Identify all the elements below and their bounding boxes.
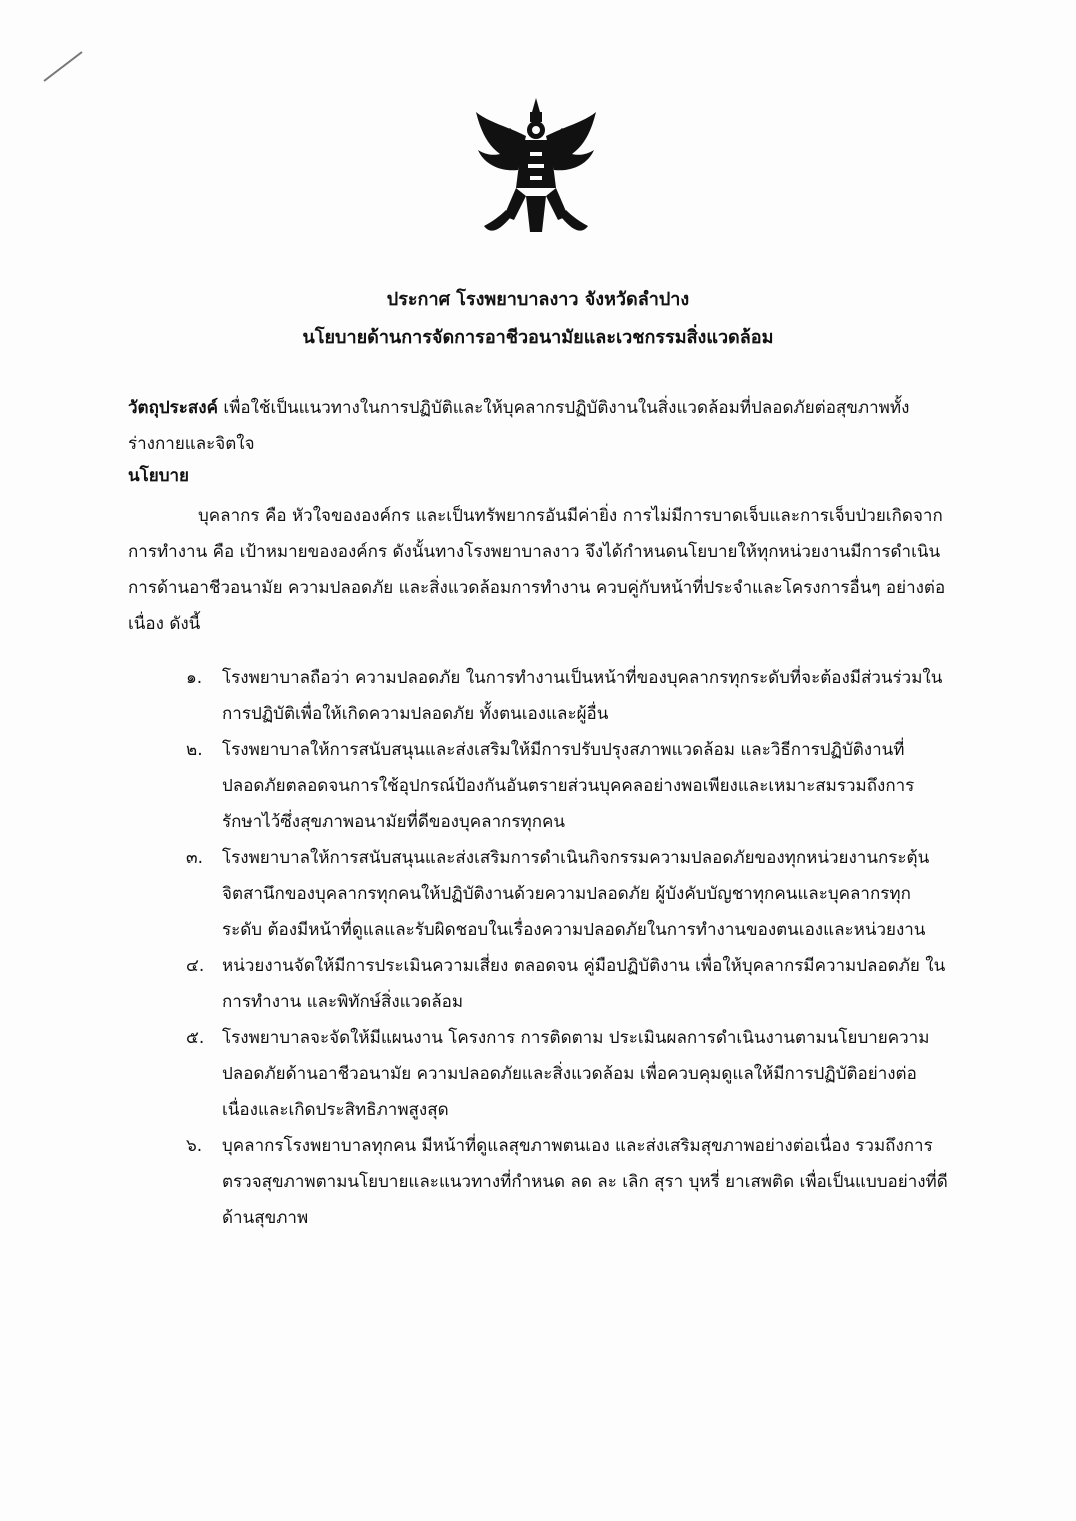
- policy-item: [186, 732, 950, 840]
- objective-text: เพื่อใช้เป็นแนวทางในการปฏิบัติและให้บุคลากรปฏิบัติงานในสิ่งแวดล้อมที่ปลอดภัยต่อสุขภาพทั้งร่างกายและจิตใจ: [128, 398, 910, 454]
- policy-item-number: ๔.: [186, 956, 205, 976]
- policy-item-number: ๑.: [186, 668, 203, 688]
- policy-item: [186, 1128, 950, 1236]
- policy-item-list: [186, 660, 950, 1236]
- policy-item-number: ๕.: [186, 1028, 205, 1048]
- policy-item: [186, 1020, 950, 1128]
- policy-item: [186, 948, 950, 1020]
- policy-item-text: หน่วยงานจัดให้มีการประเมินความเสี่ยง ตลอดจน คู่มือปฏิบัติงาน เพื่อให้บุคลากรมีความปลอดภัย ในการทำงาน และพิทักษ์สิ่งแวดล้อม: [222, 956, 946, 1012]
- pen-stroke-mark: [40, 48, 86, 84]
- objective-paragraph: [128, 390, 950, 462]
- policy-item-number: ๒.: [186, 740, 203, 760]
- policy-section-title: นโยบาย: [128, 466, 190, 486]
- policy-item-number: ๖.: [186, 1136, 203, 1156]
- announcement-title: ประกาศ โรงพยาบาลงาว จังหวัดลำปาง: [386, 289, 690, 310]
- policy-item: [186, 840, 950, 948]
- policy-item-number: ๓.: [186, 848, 204, 868]
- policy-item-text: โรงพยาบาลถือว่า ความปลอดภัย ในการทำงานเป็นหน้าที่ของบุคลากรทุกระดับที่จะต้องมีส่วนร่วมในการปฏิบัติเพื่อให้เกิดความปลอดภัย ทั้งตนเองและผู้อื่น: [222, 668, 943, 724]
- policy-item-text: โรงพยาบาลให้การสนับสนุนและส่งเสริมให้มีการปรับปรุงสภาพแวดล้อม และวิธีการปฏิบัติงานที่ปลอดภัยตลอดจนการใช้อุปกรณ์ป้องกันอันตรายส่วนบุคคลอย่างพอเพียงและเหมาะสมรวมถึงการรักษาไว้ซึ่งสุขภาพอนามัยที่ดีของบุคลากรทุกคน: [222, 740, 915, 832]
- policy-item-text: โรงพยาบาลให้การสนับสนุนและส่งเสริมการดำเนินกิจกรรมความปลอดภัยของทุกหน่วยงานกระตุ้นจิตสานึกของบุคลากรทุกคนให้ปฏิบัติงานด้วยความปลอดภัย ผู้บังคับบัญชาทุกคนและบุคลากรทุกระดับ ต้องมีหน้าที่ดูแลและรับผิดชอบในเรื่องความปลอดภัยในการทำงานของตนเองและหน่วยงาน: [222, 848, 930, 940]
- policy-intro-paragraph: บุคลากร คือ หัวใจขององค์กร และเป็นทรัพยากรอันมีค่ายิ่ง การไม่มีการบาดเจ็บและการเจ็บป่วยเกิดจากการทำงาน คือ เป้าหมายขององค์กร ดังนั้นทางโรงพยาบาลงาว จึงได้กำหนดนโยบายให้ทุกหน่วยงานมีการดำเนินการด้านอาชีวอนามัย ความปลอดภัย และสิ่งแวดล้อมการทำงาน ควบคู่กับหน้าที่ประจำและโครงการอื่นๆ อย่างต่อเนื่อง ดังนี้: [128, 506, 946, 634]
- policy-subject-title: นโยบายด้านการจัดการอาชีวอนามัยและเวชกรรมสิ่งแวดล้อม: [302, 327, 774, 348]
- policy-item-text: บุคลากรโรงพยาบาลทุกคน มีหน้าที่ดูแลสุขภาพตนเอง และส่งเสริมสุขภาพอย่างต่อเนื่อง รวมถึงการตรวจสุขภาพตามนโยบายและแนวทางที่กำหนด ลด ละ เลิก สุรา บุหรี่ ยาเสพติด เพื่อเป็นแบบอย่างที่ดี ด้านสุขภาพ: [222, 1136, 948, 1228]
- garuda-emblem-icon: [470, 92, 602, 240]
- policy-item-text: โรงพยาบาลจะจัดให้มีแผนงาน โครงการ การติดตาม ประเมินผลการดำเนินงานตามนโยบายความปลอดภัยด้านอาชีวอนามัย ความปลอดภัยและสิ่งแวดล้อม เพื่อควบคุมดูแลให้มีการปฏิบัติอย่างต่อเนื่องและเกิดประสิทธิภาพสูงสุด: [222, 1028, 930, 1120]
- objective-label: วัตถุประสงค์: [128, 398, 218, 418]
- policy-item: [186, 660, 950, 732]
